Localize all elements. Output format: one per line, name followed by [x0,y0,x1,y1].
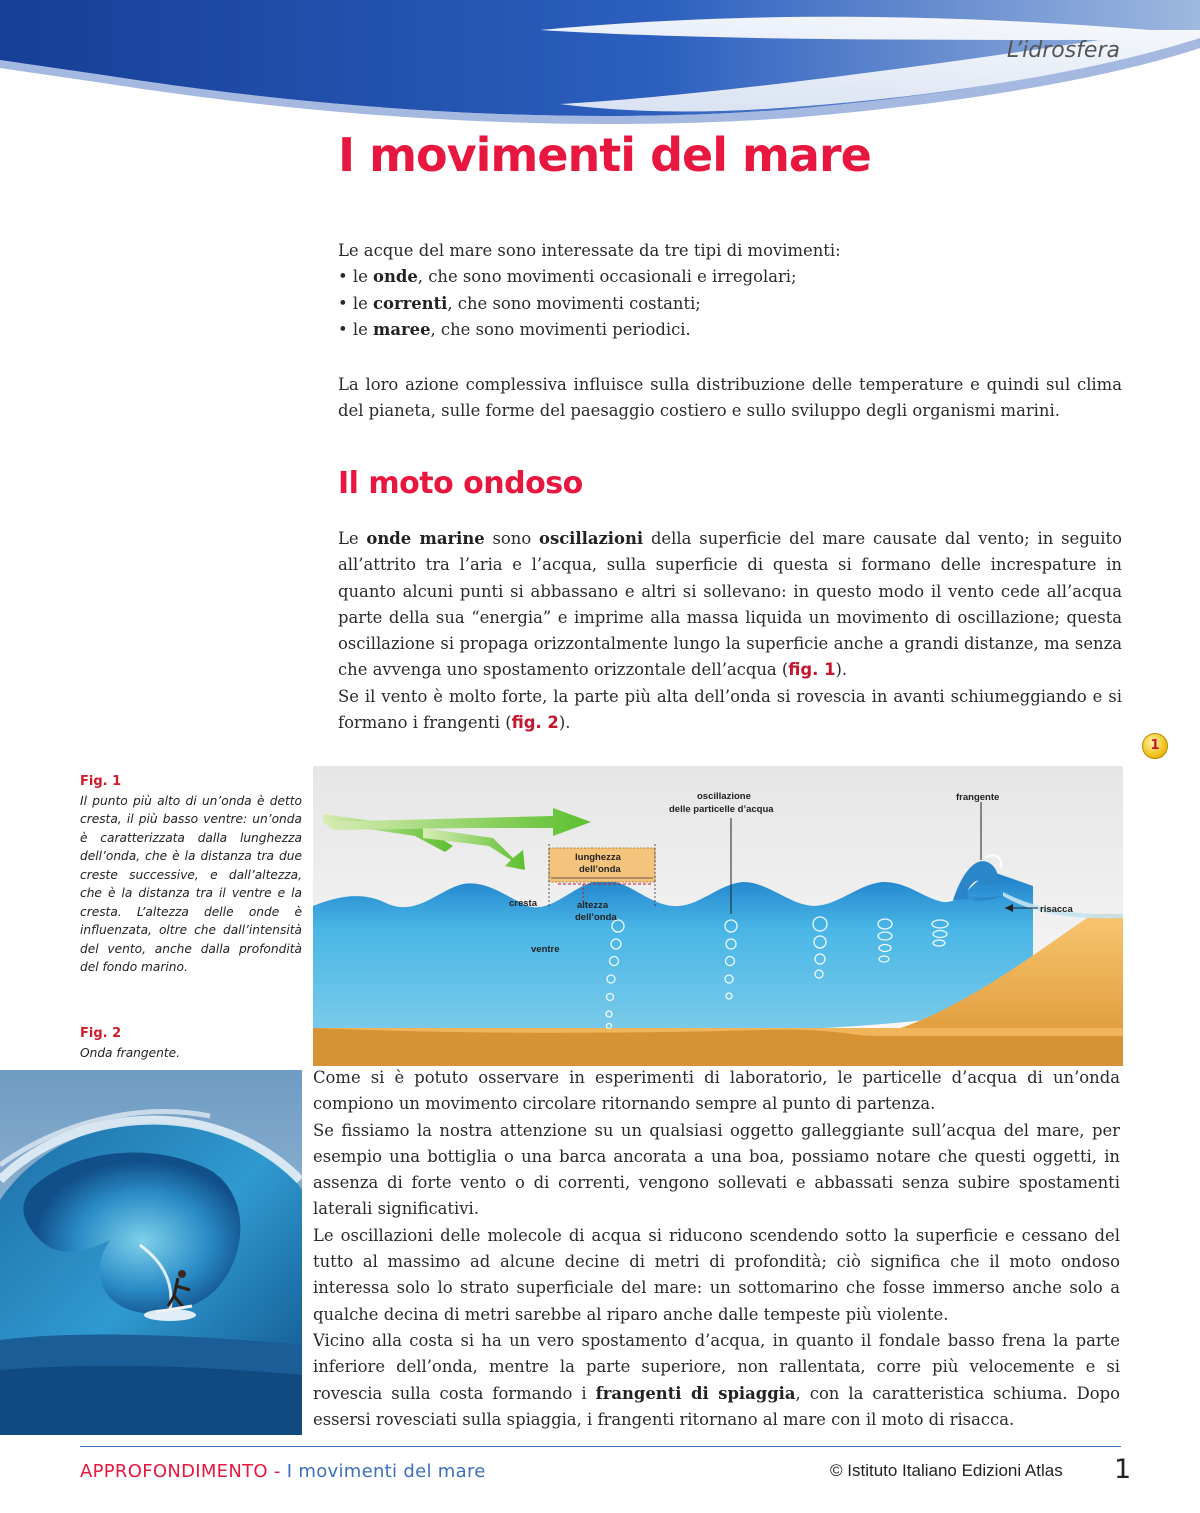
lower-paragraph-2: Se fissiamo la nostra attenzione su un qualsiasi oggetto galleggiante sull’acqua del mare, per esempio una bottiglia o una barca ancorata a una boa, possiamo notare che questi oggetti, in assenza di forte vento o di correnti, vengono sollevati e abbassati senza subire spostamenti laterali significativi. [313,1120,1120,1219]
header-banner [0,0,1200,135]
bullet: • [338,319,348,339]
text-run: ). [835,660,848,680]
waves-text [338,526,1122,736]
footer-publisher: © Istituto Italiano Edizioni Atlas [830,1461,1063,1480]
lower-paragraph-3: Le oscillazioni delle molecole di acqua si riducono scendendo sotto la superficie e cessano del tutto al massimo ad alcune decine di metri di profondità; ciò significa che il moto ondoso interessa solo lo strato superficiale del mare: un sottomarino che fosse immerso anche solo a qualche decina di metri sarebbe al riparo anche dalle tempeste più violente. [313,1225,1120,1324]
item-text: , che sono movimenti costanti; [447,293,701,313]
item-prefix: le [352,267,374,287]
label-lunghezza: lunghezza [575,852,621,863]
label-altezza-onda: dell’onda [575,912,617,923]
label-oscillazione-particelle: delle particelle d’acqua [669,804,774,815]
label-oscillazione: oscillazione [697,791,751,802]
breaking-wave-photo [0,1070,302,1435]
term-onde: onde [373,267,418,287]
text-run: sono [484,529,540,548]
term-correnti: correnti [373,293,448,313]
figure-2-caption [80,1025,302,1062]
footer-topic: I movimenti del mare [286,1461,486,1482]
footer-rule [80,1446,1121,1447]
lower-paragraph-4 [313,1328,1120,1433]
label-ventre: ventre [531,944,560,955]
label-lunghezza-onda: dell’onda [579,864,621,875]
item-prefix: le [352,293,374,313]
lower-paragraph-1: Come si è potuto osservare in esperimenti di laboratorio, le particelle d’acqua di un’onda compiono un movimento circolare ritornando sempre al punto di partenza. [313,1068,1120,1114]
page-title: I movimenti del mare [338,128,871,182]
term-oscillazioni: oscillazioni [539,529,644,548]
item-text: , che sono movimenti occasionali e irregolari; [417,267,797,287]
label-cresta: cresta [509,898,537,909]
bullet: • [338,293,348,313]
fig1-reference-link[interactable]: fig. 1 [788,660,836,680]
text-run: Vicino alla costa si ha un vero spostamento d’acqua, in quanto il fondale basso frena la parte inferiore dell’onda, mentre la parte superiore, non rallentata, corre più velocemente e si rovescia sulla costa formando i [313,1330,1120,1403]
intro-list-item [338,317,1122,343]
footer-section [80,1461,486,1482]
waves-paragraph-2 [338,684,1122,737]
text-run: Le [338,529,367,548]
term-onde-marine: onde marine [366,529,485,548]
label-risacca: risacca [1040,904,1073,915]
section-title: Il moto ondoso [338,466,583,501]
item-prefix: le [352,319,374,339]
text-run: della superficie del mare causate dal vento; in seguito all’attrito tra l’aria e l’acqua, sulla superficie di questa si formano delle increspature in quanto alcuni punti si abbassano e altri si sollevano: in questo modo il vento cede all’acqua parte della sua “energia” e imprime alla massa liquida un movimento di oscillazione; questa oscillazione si propaga orizzontalmente lungo la superficie anche a grandi distanze, ma senza che avvenga uno spostamento orizzontale dell’acqua ( [338,529,1123,680]
waves-paragraph-1 [338,526,1122,684]
label-altezza: altezza [577,900,609,911]
intro-effects-paragraph: La loro azione complessiva influisce sulla distribuzione delle temperature e quindi sul clima del pianeta, sulle forme del paesaggio costiero e sullo sviluppo degli organismi marini. [338,375,1122,421]
figure-2-caption-text: Onda frangente. [80,1045,180,1060]
fig2-reference-link[interactable]: fig. 2 [511,713,559,733]
item-text: , che sono movimenti periodici. [430,319,691,339]
label-frangente: frangente [956,792,1000,803]
bullet: • [338,267,348,287]
term-frangenti-spiaggia: frangenti di spiaggia [595,1383,796,1403]
figure-1-badge: 1 [1142,733,1168,759]
figure-1-caption-text: Il punto più alto di un’onda è detto cresta, il più basso ventre: un’onda è caratterizzata dalla lunghezza dell’onda, che è la distanza tra due creste successive, e dall’altezza, che è la distanza tra il ventre e la cresta. L’altezza delle onde è influenzata, oltre che dall’intensità del vento, anche dalla profondità del fondo marino. [80,793,302,974]
lower-text [313,1065,1120,1433]
text-run: Se il vento è molto forte, la parte più alta dell’onda si rovescia in avanti schiumeggiando e si formano i frangenti ( [338,686,1122,733]
figure-2-label: Fig. 2 [80,1026,122,1041]
intro-list-item [338,291,1122,317]
figure-1-label: Fig. 1 [80,774,122,789]
chapter-title: L’idrosfera [1006,38,1120,63]
wave-diagram [313,766,1123,1066]
footer-section-label: APPROFONDIMENTO - [80,1461,287,1482]
figure-1-caption [80,773,302,977]
text-run: ). [558,713,571,733]
intro-block [338,238,1122,343]
intro-list-item [338,264,1122,290]
text-run: , con la caratteristica schiuma. Dopo essersi rovesciati sulla spiaggia, i frangenti ritornano al mare con il moto di risacca. [313,1383,1121,1429]
term-maree: maree [373,319,431,339]
page-number: 1 [1114,1454,1132,1485]
intro-lead: Le acque del mare sono interessate da tre tipi di movimenti: [338,241,841,260]
